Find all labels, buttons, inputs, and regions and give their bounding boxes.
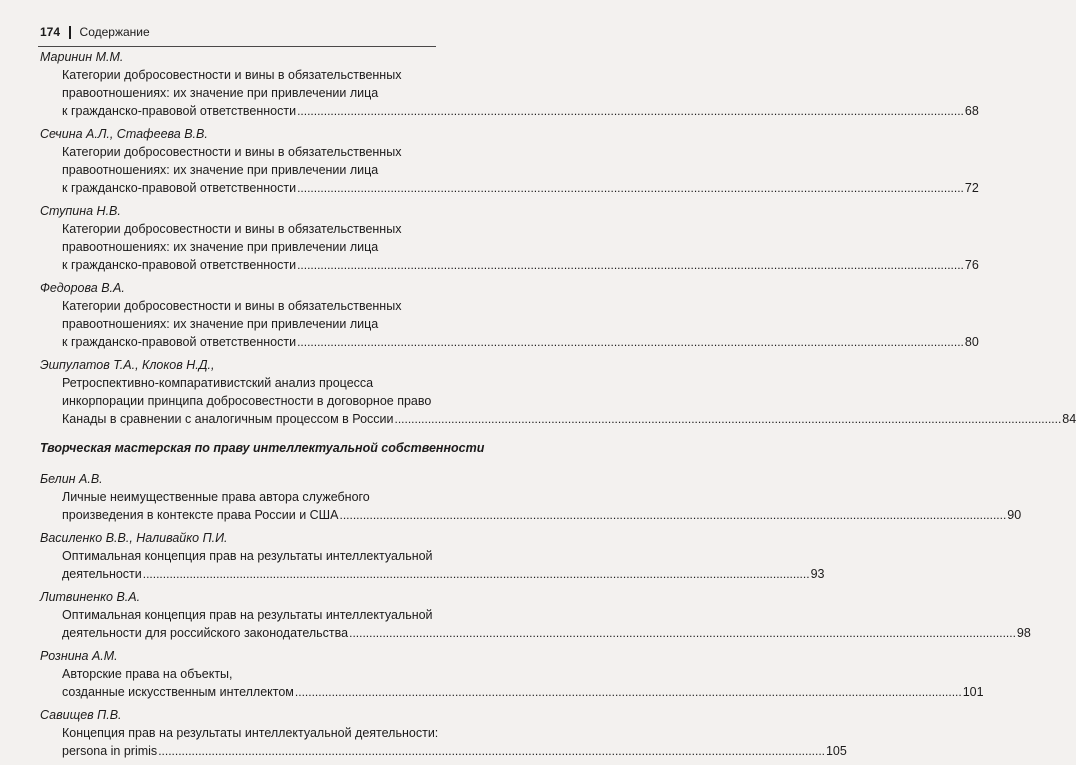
toc-entry[interactable] [40, 356, 1076, 428]
entry-title [40, 297, 979, 351]
toc-entry[interactable] [40, 588, 1031, 642]
title-line: Категории добросовестности и вины в обязательственных [62, 222, 402, 236]
title-line: деятельности для российского законодательства [62, 626, 349, 640]
title-line: правоотношениях: их значение при привлечении лица [62, 240, 379, 254]
entry-author: Василенко В.В., Наливайко П.И. [40, 531, 228, 545]
title-line: инкорпорации принципа добросовестности в договорное право [62, 394, 432, 408]
toc-entry[interactable] [40, 125, 979, 197]
toc-entry[interactable] [40, 48, 979, 120]
title-line: правоотношениях: их значение при привлечении лица [62, 163, 379, 177]
header-rule [38, 46, 436, 47]
running-header [40, 22, 442, 42]
title-line: правоотношениях: их значение при привлечении лица [62, 86, 379, 100]
dot-leader: ........................................................................................................................................................................................................ [297, 258, 964, 272]
entry-page-number: 90 [1007, 508, 1022, 522]
title-line: Категории добросовестности и вины в обязательственных [62, 68, 402, 82]
page-number: 174 [40, 25, 61, 39]
title-line: Авторские права на объекты, [62, 667, 233, 681]
entry-author: Эшпулатов Т.А., Клоков Н.Д., [40, 358, 215, 372]
title-last-line [62, 256, 979, 274]
entry-title [40, 143, 979, 197]
entry-author: Маринин М.М. [40, 50, 124, 64]
title-last-line [62, 683, 984, 701]
title-line: к гражданско-правовой ответственности [62, 335, 297, 349]
toc-group-1 [40, 48, 1076, 428]
title-line: Канады в сравнении с аналогичным процессом в России [62, 412, 394, 426]
entry-author: Федорова В.А. [40, 281, 125, 295]
entry-author: Литвиненко В.А. [40, 590, 141, 604]
entry-title [40, 374, 1076, 428]
title-line: к гражданско-правовой ответственности [62, 258, 297, 272]
entry-page-number: 84 [1062, 412, 1076, 426]
title-line: Ретроспективно-компаративистский анализ процесса [62, 376, 374, 390]
dot-leader: ........................................................................................................................................................................................................ [339, 508, 1007, 522]
entry-page-number: 98 [1016, 626, 1031, 640]
title-last-line [62, 506, 1022, 524]
toc-entry[interactable] [40, 706, 847, 760]
dot-leader: ........................................................................................................................................................................................................ [294, 685, 962, 699]
entry-page-number: 76 [964, 258, 979, 272]
dot-leader: ........................................................................................................................................................................................................ [297, 335, 964, 349]
title-last-line [62, 565, 825, 583]
dot-leader: ........................................................................................................................................................................................................ [349, 626, 1016, 640]
header-separator [69, 26, 71, 39]
title-last-line [62, 179, 979, 197]
title-last-line [62, 102, 979, 120]
toc-entry[interactable] [40, 470, 1022, 524]
dot-leader: ........................................................................................................................................................................................................ [142, 567, 810, 581]
toc-entry[interactable] [40, 279, 979, 351]
entry-page-number: 101 [962, 685, 984, 699]
entry-title [40, 665, 984, 701]
title-line: Оптимальная концепция прав на результаты интеллектуальной [62, 608, 433, 622]
entry-author: Ступина Н.В. [40, 204, 121, 218]
entry-author: Белин А.В. [40, 472, 103, 486]
title-line: созданные искусственным интеллектом [62, 685, 294, 699]
entry-page-number: 93 [810, 567, 825, 581]
toc-entry[interactable] [40, 529, 825, 583]
title-last-line [62, 742, 847, 760]
toc-group-2 [40, 470, 1031, 760]
dot-leader: ........................................................................................................................................................................................................ [297, 104, 964, 118]
dot-leader: ........................................................................................................................................................................................................ [394, 412, 1062, 426]
entry-page-number: 68 [964, 104, 979, 118]
entry-author: Сечина А.Л., Стафеева В.В. [40, 127, 208, 141]
title-last-line [62, 624, 1031, 642]
title-line: к гражданско-правовой ответственности [62, 104, 297, 118]
title-line: Категории добросовестности и вины в обязательственных [62, 145, 402, 159]
entry-author: Савищев П.В. [40, 708, 122, 722]
entry-title [40, 724, 847, 760]
entry-title [40, 220, 979, 274]
entry-title [40, 606, 1031, 642]
title-last-line [62, 410, 1076, 428]
title-line: деятельности [62, 567, 142, 581]
title-line: persona in primis [62, 744, 158, 758]
dot-leader: ........................................................................................................................................................................................................ [297, 181, 964, 195]
entry-title [40, 547, 825, 583]
title-line: Личные неимущественные права автора служебного [62, 490, 370, 504]
title-line: произведения в контексте права России и США [62, 508, 339, 522]
title-line: Оптимальная концепция прав на результаты интеллектуальной [62, 549, 433, 563]
title-line: правоотношениях: их значение при привлечении лица [62, 317, 379, 331]
entry-page-number: 72 [964, 181, 979, 195]
entry-page-number: 105 [825, 744, 847, 758]
entry-page-number: 80 [964, 335, 979, 349]
title-line: Категории добросовестности и вины в обязательственных [62, 299, 402, 313]
toc-entry[interactable] [40, 647, 984, 701]
title-last-line [62, 333, 979, 351]
entry-title [40, 66, 979, 120]
title-line: Концепция прав на результаты интеллектуальной деятельности: [62, 726, 439, 740]
toc-content [40, 48, 1076, 765]
header-title: Содержание [79, 25, 150, 39]
section-heading: Творческая мастерская по праву интеллектуальной собственности [40, 441, 485, 455]
dot-leader: ........................................................................................................................................................................................................ [158, 744, 825, 758]
entry-author: Рознина А.М. [40, 649, 118, 663]
entry-title [40, 488, 1022, 524]
toc-entry[interactable] [40, 202, 979, 274]
title-line: к гражданско-правовой ответственности [62, 181, 297, 195]
